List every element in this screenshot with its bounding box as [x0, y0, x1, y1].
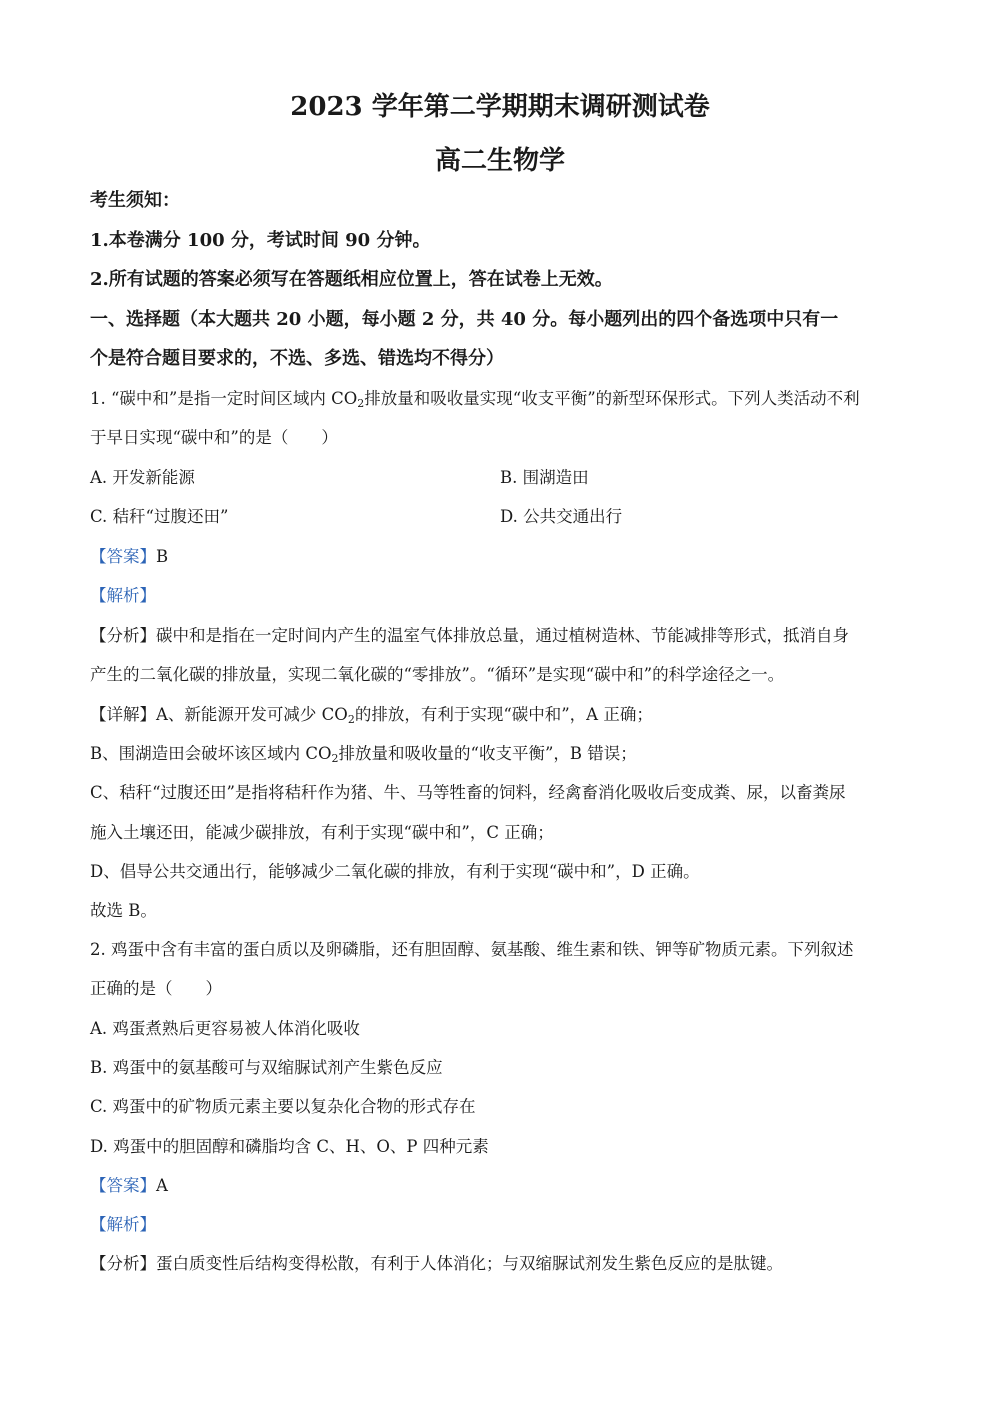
q1-stem-a: 1. “碳中和”是指一定时间区域内 CO: [90, 389, 358, 408]
q1-detail-d: D、倡导公共交通出行，能够减少二氧化碳的排放，有利于实现“碳中和”，D 正确。: [90, 862, 700, 881]
analysis-tag: 【分析】: [90, 1254, 156, 1273]
q2-answer: [90, 1175, 920, 1197]
notice-item-2: 2.所有试题的答案必须写在答题纸相应位置上，答在试卷上无效。: [90, 269, 613, 290]
q1-answer: [90, 546, 920, 568]
q1-detail-a-post: 的排放，有利于实现“碳中和”，A 正确；: [354, 705, 653, 724]
q1-jiexi-tag: 【解析】: [90, 586, 156, 605]
q1-detail-b-post: 排放量和吸收量的“收支平衡”，B 错误；: [338, 744, 637, 763]
q2-option-a: A. 鸡蛋煮熟后更容易被人体消化吸收: [90, 1019, 360, 1038]
exam-title: 2023 学年第二学期期末调研测试卷: [290, 92, 710, 122]
section-heading-line-1: 一、选择题（本大题共 20 小题，每小题 2 分，共 40 分。每小题列出的四个备选项中只有一: [90, 309, 839, 330]
notice-item-1: 1.本卷满分 100 分，考试时间 90 分钟。: [90, 230, 431, 251]
q1-detail-a: [90, 704, 920, 726]
q1-option-c: C. 秸秆“过腹还田”: [90, 507, 229, 526]
q1-option-d: D. 公共交通出行: [500, 507, 623, 526]
q2-option-b: B. 鸡蛋中的氨基酸可与双缩脲试剂产生紫色反应: [90, 1058, 443, 1077]
q1-answer-value: B: [156, 547, 169, 566]
q2-jiexi-tag: 【解析】: [90, 1215, 156, 1234]
section-heading-line-2: 个是符合题目要求的，不选、多选、错选均不得分）: [90, 348, 504, 369]
q2-analysis: [90, 1253, 920, 1275]
q2-analysis-text: 蛋白质变性后结构变得松散，有利于人体消化；与双缩脲试剂发生紫色反应的是肽键。: [156, 1254, 783, 1273]
q1-stem-b: 排放量和吸收量实现“收支平衡”的新型环保形式。下列人类活动不利: [364, 389, 860, 408]
q1-stem-line-1: [90, 388, 920, 410]
notice-heading: 考生须知：: [90, 190, 180, 211]
q2-option-d: D. 鸡蛋中的胆固醇和磷脂均含 C、H、O、P 四种元素: [90, 1137, 489, 1156]
q2-option-c: C. 鸡蛋中的矿物质元素主要以复杂化合物的形式存在: [90, 1097, 476, 1116]
analysis-tag: 【分析】: [90, 626, 156, 645]
answer-tag: 【答案】: [90, 547, 156, 566]
exam-subject: 高二生物学: [434, 146, 565, 176]
q1-option-b: B. 围湖造田: [500, 468, 589, 487]
q1-detail-a-pre: A、新能源开发可减少 CO: [156, 705, 348, 724]
q1-analysis-line-2: 产生的二氧化碳的排放量，实现二氧化碳的“零排放”。“循环”是实现“碳中和”的科学途径之一。: [90, 665, 785, 684]
q1-detail-b: [90, 743, 920, 765]
q1-option-a: A. 开发新能源: [90, 468, 195, 487]
q2-stem-line-2: 正确的是（ ）: [90, 979, 222, 998]
q1-stem-line-2: 于早日实现“碳中和”的是（ ）: [90, 428, 338, 447]
q1-detail-c-line-1: C、秸秆“过腹还田”是指将秸秆作为猪、牛、马等牲畜的饲料，经禽畜消化吸收后变成粪、尿，以畜粪尿: [90, 783, 846, 802]
q1-analysis-text-1: 碳中和是指在一定时间内产生的温室气体排放总量，通过植树造林、节能减排等形式，抵消自身: [156, 626, 849, 645]
detail-tag: 【详解】: [90, 705, 156, 724]
co2-subscript: 2: [357, 397, 365, 410]
q2-answer-value: A: [156, 1176, 168, 1195]
co2-subscript: 2: [347, 713, 355, 726]
q1-conclusion: 故选 B。: [90, 901, 157, 920]
co2-subscript: 2: [331, 752, 339, 765]
q2-stem-line-1: 2. 鸡蛋中含有丰富的蛋白质以及卵磷脂，还有胆固醇、氨基酸、维生素和铁、钾等矿物质元素。下列叙述: [90, 940, 854, 959]
q1-detail-c-line-2: 施入土壤还田，能减少碳排放，有利于实现“碳中和”，C 正确；: [90, 823, 554, 842]
q1-detail-b-pre: B、围湖造田会破坏该区域内 CO: [90, 744, 332, 763]
q1-analysis-line-1: [90, 625, 920, 647]
answer-tag: 【答案】: [90, 1176, 156, 1195]
